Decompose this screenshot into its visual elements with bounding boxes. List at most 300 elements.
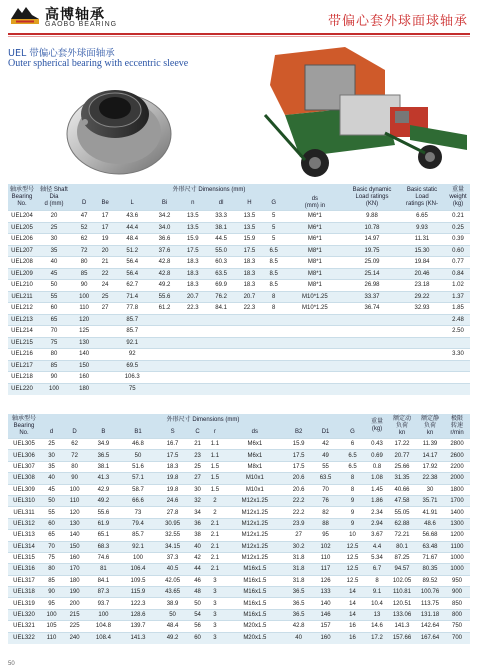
table-cell: 0.43 bbox=[366, 439, 388, 450]
table-cell: 1100 bbox=[444, 541, 470, 552]
table-cell: 84.1 bbox=[86, 575, 121, 586]
table-cell: 29.22 bbox=[398, 291, 446, 303]
table-cell: 62.7 bbox=[114, 280, 150, 292]
table-cell: 4.4 bbox=[366, 541, 388, 552]
table-cell: 0.69 bbox=[366, 450, 388, 461]
table-cell: 35 bbox=[40, 461, 63, 472]
table-cell: 1.5 bbox=[205, 461, 224, 472]
col-S: S bbox=[170, 428, 175, 435]
table-cell: 1.86 bbox=[366, 495, 388, 506]
table-cell: 1200 bbox=[444, 530, 470, 541]
table-cell: 94.57 bbox=[388, 564, 416, 575]
table-cell: 63.5 bbox=[312, 473, 339, 484]
header-divider bbox=[8, 33, 470, 35]
table-cell: 89.52 bbox=[416, 575, 444, 586]
table-cell bbox=[235, 349, 263, 361]
table-cell: 106.4 bbox=[121, 564, 156, 575]
table-cell bbox=[207, 349, 235, 361]
table-cell: 36.5 bbox=[86, 450, 121, 461]
table-cell: 104.8 bbox=[86, 621, 121, 632]
table-cell: 17.5 bbox=[285, 461, 312, 472]
table-cell: 36.5 bbox=[285, 609, 312, 620]
table-cell: 1.5 bbox=[205, 473, 224, 484]
table-cell: 2000 bbox=[444, 473, 470, 484]
table-cell: 49 bbox=[312, 450, 339, 461]
table-cell: 47 bbox=[72, 211, 96, 223]
table-cell: M6x1 bbox=[224, 450, 285, 461]
table-cell: 700 bbox=[444, 632, 470, 643]
table-cell: 15.9 bbox=[285, 439, 312, 450]
table-cell: 74.6 bbox=[86, 552, 121, 563]
table-cell: 35 bbox=[36, 245, 72, 257]
table-cell: 26.98 bbox=[346, 280, 398, 292]
table-cell: 56.4 bbox=[114, 257, 150, 269]
bearing-model-cell: UEL218 bbox=[8, 372, 36, 384]
table-row bbox=[8, 587, 470, 598]
bearing-model-cell: UEL206 bbox=[8, 234, 36, 246]
col-bearing-no: 轴承型号 Bearing No. bbox=[11, 415, 36, 436]
table-cell: 6.5 bbox=[339, 450, 366, 461]
table-cell: 22.3 bbox=[179, 303, 207, 315]
col-dl: dl bbox=[218, 199, 224, 206]
table-cell: 11.39 bbox=[416, 439, 444, 450]
table-cell: 25 bbox=[40, 439, 63, 450]
table-cell: 41.91 bbox=[416, 507, 444, 518]
table-row bbox=[8, 598, 470, 609]
bearing-model-cell: UEL312 bbox=[8, 518, 40, 529]
table-cell: 125 bbox=[72, 326, 96, 338]
table-cell: M16x1.5 bbox=[224, 587, 285, 598]
table-cell: 2.50 bbox=[446, 326, 470, 338]
table-cell: 19.8 bbox=[155, 473, 190, 484]
table-cell: M12x1.25 bbox=[224, 507, 285, 518]
table-row bbox=[8, 257, 470, 269]
table-row bbox=[8, 518, 470, 529]
table-cell: 56 bbox=[190, 621, 205, 632]
table-cell: 82 bbox=[312, 507, 339, 518]
table-cell bbox=[96, 383, 114, 395]
table-cell: 32 bbox=[190, 495, 205, 506]
table-cell: 100 bbox=[36, 383, 72, 395]
table-cell: 14 bbox=[339, 598, 366, 609]
table-cell: 20.6 bbox=[285, 484, 312, 495]
col-bearing-no: 轴承型号 Bearing No. bbox=[9, 186, 34, 207]
table-cell: 3 bbox=[205, 598, 224, 609]
table-cell bbox=[96, 372, 114, 384]
table-cell: 55.6 bbox=[86, 507, 121, 518]
table-cell: 75 bbox=[36, 337, 72, 349]
table-cell: 108.4 bbox=[86, 632, 121, 643]
table-cell: 2600 bbox=[444, 450, 470, 461]
table-cell: 20 bbox=[96, 245, 114, 257]
bearing-model-cell: UEL310 bbox=[8, 495, 40, 506]
table-cell bbox=[150, 349, 178, 361]
table-cell: 1000 bbox=[444, 552, 470, 563]
table-cell: 21 bbox=[96, 257, 114, 269]
col-dimensions: 外形尺寸 Dimensions (mm) bbox=[166, 416, 240, 423]
brand-name-en: GAOBO BEARING bbox=[45, 21, 118, 28]
bearing-model-cell: UEL315 bbox=[8, 552, 40, 563]
table-cell: 140 bbox=[63, 530, 86, 541]
col-L: L bbox=[130, 199, 134, 206]
table-cell: 36 bbox=[190, 518, 205, 529]
table-cell: 167.64 bbox=[416, 632, 444, 643]
table-cell: 25 bbox=[96, 291, 114, 303]
table-cell: 33.3 bbox=[207, 211, 235, 223]
table-cell: M20x1.5 bbox=[224, 621, 285, 632]
table-cell: 80 bbox=[40, 564, 63, 575]
table-cell bbox=[235, 326, 263, 338]
table-cell: 200 bbox=[63, 598, 86, 609]
bearing-model-cell: UEL213 bbox=[8, 314, 36, 326]
table-cell: 55 bbox=[312, 461, 339, 472]
table-cell: 58.7 bbox=[121, 484, 156, 495]
table-cell: 31.8 bbox=[285, 575, 312, 586]
table-cell: 85.7 bbox=[114, 314, 150, 326]
table-cell: 2.1 bbox=[205, 552, 224, 563]
table-cell bbox=[264, 360, 284, 372]
table-cell: 18.3 bbox=[235, 257, 263, 269]
table-cell: 60 bbox=[40, 518, 63, 529]
table-cell: 1.08 bbox=[366, 473, 388, 484]
table-cell: 40 bbox=[190, 541, 205, 552]
table-cell: 19 bbox=[96, 234, 114, 246]
table-cell: 13.5 bbox=[179, 222, 207, 234]
table-cell: 6.5 bbox=[264, 245, 284, 257]
table-cell: 20.7 bbox=[235, 291, 263, 303]
bearing-model-cell: UEL210 bbox=[8, 280, 36, 292]
table-cell bbox=[284, 383, 346, 395]
table-cell: 44.5 bbox=[207, 234, 235, 246]
col-dimensions: 外形尺寸 Dimensions (mm) bbox=[172, 186, 246, 193]
bearing-model-cell: UEL212 bbox=[8, 303, 36, 315]
table-cell bbox=[179, 372, 207, 384]
table-cell: 42 bbox=[312, 439, 339, 450]
table-cell bbox=[346, 326, 398, 338]
table-cell: 42.8 bbox=[285, 621, 312, 632]
table-cell: 750 bbox=[444, 621, 470, 632]
table-cell: 1700 bbox=[444, 495, 470, 506]
table-cell: 0.8 bbox=[366, 461, 388, 472]
table-cell: 10 bbox=[339, 530, 366, 541]
table-cell bbox=[284, 314, 346, 326]
table-cell bbox=[207, 372, 235, 384]
table-cell: 22.2 bbox=[285, 507, 312, 518]
table-cell: 110 bbox=[63, 495, 86, 506]
table-cell: 1.37 bbox=[446, 291, 470, 303]
table-cell bbox=[398, 360, 446, 372]
table-cell: 45 bbox=[40, 484, 63, 495]
table-cell: 17.92 bbox=[416, 461, 444, 472]
section-title-en: Outer spherical bearing with eccentric sleeve bbox=[8, 58, 189, 69]
table-cell: 37.3 bbox=[155, 552, 190, 563]
table-cell: 65 bbox=[40, 530, 63, 541]
table-cell: 6.7 bbox=[366, 564, 388, 575]
table-cell: 95 bbox=[40, 598, 63, 609]
table-cell bbox=[235, 372, 263, 384]
table-cell: 30 bbox=[190, 484, 205, 495]
uel2-spec-table bbox=[8, 184, 470, 395]
col-C: C bbox=[195, 428, 200, 435]
table-cell: 55.0 bbox=[207, 245, 235, 257]
table-cell bbox=[150, 372, 178, 384]
table-cell: 105 bbox=[40, 621, 63, 632]
table-row bbox=[8, 541, 470, 552]
table-cell: 85 bbox=[72, 268, 96, 280]
bearing-model-cell: UEL320 bbox=[8, 609, 40, 620]
table-cell: 6 bbox=[339, 439, 366, 450]
table-cell: 22.38 bbox=[416, 473, 444, 484]
table-cell bbox=[346, 372, 398, 384]
col-dynamic-load: 额定动 负荷 kn bbox=[392, 415, 411, 436]
table-cell: 62 bbox=[63, 439, 86, 450]
table-cell: 25 bbox=[190, 461, 205, 472]
table-cell bbox=[264, 372, 284, 384]
table-cell bbox=[207, 360, 235, 372]
table-cell: 0.39 bbox=[446, 234, 470, 246]
bearing-model-cell: UEL321 bbox=[8, 621, 40, 632]
col-G: G bbox=[271, 199, 276, 206]
table-cell: M6x1 bbox=[224, 439, 285, 450]
table-row bbox=[8, 621, 470, 632]
table-cell: 16 bbox=[339, 621, 366, 632]
table-cell: 19.8 bbox=[155, 484, 190, 495]
table-cell: 157.66 bbox=[388, 632, 416, 643]
table-cell: M12x1.25 bbox=[224, 541, 285, 552]
brand-name-cn: 高博轴承 bbox=[45, 7, 105, 23]
table-cell: 12.5 bbox=[339, 575, 366, 586]
col-weight: 重量 (kg) bbox=[370, 419, 383, 432]
col-D1: D1 bbox=[321, 428, 330, 435]
table-cell: 93.7 bbox=[86, 598, 121, 609]
table-cell: 20.46 bbox=[398, 268, 446, 280]
table-cell: 85.7 bbox=[121, 530, 156, 541]
table-cell: 13.5 bbox=[235, 222, 263, 234]
table-cell bbox=[207, 383, 235, 395]
table-cell: 44.4 bbox=[114, 222, 150, 234]
table-row bbox=[8, 450, 470, 461]
table-cell bbox=[179, 349, 207, 361]
table-cell: 3.67 bbox=[366, 530, 388, 541]
table-cell: 16 bbox=[339, 632, 366, 643]
table-cell: 1800 bbox=[444, 484, 470, 495]
table-cell: M12x1.25 bbox=[224, 552, 285, 563]
table-cell: 13.5 bbox=[179, 211, 207, 223]
table-cell: 30 bbox=[40, 450, 63, 461]
table-cell: 2.1 bbox=[205, 564, 224, 575]
table-cell: 18.3 bbox=[179, 257, 207, 269]
col-Be: Be bbox=[101, 199, 109, 206]
table-cell bbox=[235, 314, 263, 326]
table-cell: 60 bbox=[190, 632, 205, 643]
table-cell bbox=[446, 383, 470, 395]
table-cell: 35.71 bbox=[416, 495, 444, 506]
table-cell: 80 bbox=[63, 461, 86, 472]
bearing-model-cell: UEL216 bbox=[8, 349, 36, 361]
bearing-model-cell: UEL322 bbox=[8, 632, 40, 643]
table-cell: 62.88 bbox=[388, 518, 416, 529]
table-cell: M8*1 bbox=[284, 245, 346, 257]
table-cell: 3 bbox=[205, 587, 224, 598]
bearing-model-cell: UEL211 bbox=[8, 291, 36, 303]
table-cell: M16x1.5 bbox=[224, 564, 285, 575]
table-cell: 50 bbox=[190, 598, 205, 609]
table-cell bbox=[264, 326, 284, 338]
table-cell: 38.9 bbox=[155, 598, 190, 609]
table-cell: 1.85 bbox=[446, 303, 470, 315]
bearing-model-cell: UEL214 bbox=[8, 326, 36, 338]
table-cell: M6*1 bbox=[284, 234, 346, 246]
table-cell: 32.93 bbox=[398, 303, 446, 315]
table-cell: 42 bbox=[190, 552, 205, 563]
table-row bbox=[8, 552, 470, 563]
table-cell: 139.7 bbox=[121, 621, 156, 632]
table-cell: 62 bbox=[72, 234, 96, 246]
table-row bbox=[8, 280, 470, 292]
table-cell bbox=[284, 337, 346, 349]
table-cell: 2 bbox=[205, 507, 224, 518]
table-cell: M12x1.25 bbox=[224, 518, 285, 529]
table-row bbox=[8, 575, 470, 586]
table-cell: 61.2 bbox=[150, 303, 178, 315]
table-cell: 120.51 bbox=[388, 598, 416, 609]
table-row bbox=[8, 349, 470, 361]
table-cell: 25.09 bbox=[346, 257, 398, 269]
table-cell: 3 bbox=[205, 575, 224, 586]
table-cell: 50 bbox=[40, 495, 63, 506]
table-cell: 27 bbox=[190, 473, 205, 484]
table-cell: 15.30 bbox=[398, 245, 446, 257]
table-cell: M10x1 bbox=[224, 484, 285, 495]
table-cell: 113.75 bbox=[416, 598, 444, 609]
table-cell bbox=[235, 337, 263, 349]
table-cell: 30 bbox=[416, 484, 444, 495]
table-cell: 30 bbox=[36, 234, 72, 246]
table-cell: 54 bbox=[190, 609, 205, 620]
bearing-model-cell: UEL208 bbox=[8, 257, 36, 269]
table-cell: 8.5 bbox=[264, 257, 284, 269]
table-cell: 900 bbox=[444, 587, 470, 598]
table-cell: 190 bbox=[63, 587, 86, 598]
table-cell: 80.1 bbox=[388, 541, 416, 552]
table-cell: 40.66 bbox=[388, 484, 416, 495]
table-cell bbox=[264, 349, 284, 361]
table-cell: 27 bbox=[96, 303, 114, 315]
table-cell: 8 bbox=[366, 575, 388, 586]
table-cell bbox=[179, 360, 207, 372]
table-cell: 55 bbox=[40, 507, 63, 518]
table-row bbox=[8, 507, 470, 518]
table-cell bbox=[446, 337, 470, 349]
table-cell: 57.1 bbox=[121, 473, 156, 484]
table-row bbox=[8, 211, 470, 223]
table-cell: 40.5 bbox=[155, 564, 190, 575]
table-cell: 142.64 bbox=[416, 621, 444, 632]
table-cell: 5 bbox=[264, 234, 284, 246]
table-cell: 5.34 bbox=[366, 552, 388, 563]
table-cell: 49.2 bbox=[86, 495, 121, 506]
table-cell: 52 bbox=[72, 222, 96, 234]
table-cell: 16.7 bbox=[155, 439, 190, 450]
table-cell: 2.34 bbox=[366, 507, 388, 518]
table-cell: 150 bbox=[72, 360, 96, 372]
table-cell bbox=[446, 360, 470, 372]
uel3-spec-table bbox=[8, 414, 470, 644]
bearing-model-cell: UEL305 bbox=[8, 439, 40, 450]
table-cell: 27 bbox=[285, 530, 312, 541]
table-cell: 17.5 bbox=[285, 450, 312, 461]
table-cell bbox=[346, 383, 398, 395]
table-cell: 180 bbox=[72, 383, 96, 395]
table-row bbox=[8, 360, 470, 372]
table-cell: 66.6 bbox=[121, 495, 156, 506]
table-cell: 20.6 bbox=[285, 473, 312, 484]
table-cell: 51.2 bbox=[114, 245, 150, 257]
table-cell: 31.8 bbox=[285, 564, 312, 575]
table-cell: 1.5 bbox=[205, 484, 224, 495]
table-cell bbox=[96, 314, 114, 326]
table-cell: 34.15 bbox=[155, 541, 190, 552]
table-cell: 36.74 bbox=[346, 303, 398, 315]
table-cell: 70 bbox=[40, 541, 63, 552]
table-cell: 32.55 bbox=[155, 530, 190, 541]
table-cell: 0.21 bbox=[446, 211, 470, 223]
table-cell: 25.66 bbox=[388, 461, 416, 472]
table-cell bbox=[346, 349, 398, 361]
table-cell: 20.77 bbox=[388, 450, 416, 461]
col-r: r bbox=[213, 428, 216, 435]
table-cell: 1400 bbox=[444, 507, 470, 518]
table-cell: 115.9 bbox=[121, 587, 156, 598]
table-cell: 36.5 bbox=[285, 587, 312, 598]
bearing-model-cell: UEL205 bbox=[8, 222, 36, 234]
table-cell: 2.1 bbox=[205, 530, 224, 541]
table-cell: 70 bbox=[36, 326, 72, 338]
col-n: n bbox=[191, 199, 195, 206]
table-cell: 68.3 bbox=[86, 541, 121, 552]
bearing-model-cell: UEL308 bbox=[8, 473, 40, 484]
table-cell: 92.1 bbox=[114, 337, 150, 349]
table-cell: 76 bbox=[312, 495, 339, 506]
table-cell: 51.6 bbox=[121, 461, 156, 472]
table-cell: 6.5 bbox=[339, 461, 366, 472]
table-row bbox=[8, 439, 470, 450]
table-cell bbox=[235, 360, 263, 372]
table-cell: M10*1.25 bbox=[284, 291, 346, 303]
table-cell bbox=[96, 349, 114, 361]
table-cell: 42.05 bbox=[155, 575, 190, 586]
table-cell: 33.37 bbox=[346, 291, 398, 303]
table-row bbox=[8, 564, 470, 575]
table-cell: M16x1.5 bbox=[224, 575, 285, 586]
table-cell: 90 bbox=[72, 280, 96, 292]
table-cell: 38.1 bbox=[207, 222, 235, 234]
table-cell: 17.22 bbox=[388, 439, 416, 450]
table-cell: 46 bbox=[190, 575, 205, 586]
table-cell: 23.9 bbox=[285, 518, 312, 529]
table-cell: 100 bbox=[72, 291, 96, 303]
table-cell: 48 bbox=[190, 587, 205, 598]
table-cell: 140 bbox=[72, 349, 96, 361]
table-cell bbox=[398, 372, 446, 384]
table-row bbox=[8, 495, 470, 506]
table-cell: 150 bbox=[63, 541, 86, 552]
table-cell: 80 bbox=[72, 257, 96, 269]
table-cell: 3 bbox=[205, 621, 224, 632]
table-cell: 100 bbox=[86, 609, 121, 620]
table-cell: 10.4 bbox=[366, 598, 388, 609]
table-cell bbox=[284, 326, 346, 338]
